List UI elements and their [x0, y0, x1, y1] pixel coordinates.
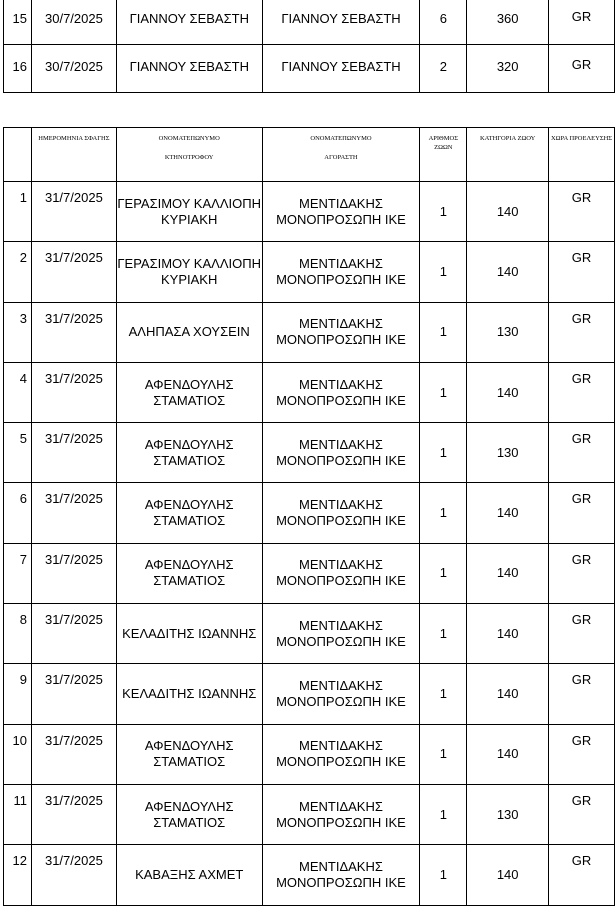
top-table-body: [4, 0, 615, 93]
row-number: 8: [4, 604, 32, 664]
header-no: [4, 128, 32, 182]
country-cell: GR: [549, 604, 615, 664]
breeder-cell: ΚΕΛΑΔΙΤΗΣ ΙΩΑΝΝΗΣ: [116, 604, 262, 664]
buyer-cell: ΓΙΑΝΝΟΥ ΣΕΒΑΣΤΗ: [262, 45, 420, 93]
date-cell: 31/7/2025: [31, 604, 116, 664]
header-row: [4, 128, 615, 182]
buyer-cell: ΜΕΝΤΙΔΑΚΗΣ ΜΟΝΟΠΡΟΣΩΠΗ ΙΚΕ: [262, 362, 420, 422]
count-cell: 1: [420, 483, 467, 543]
category-cell: 130: [467, 302, 549, 362]
count-cell: 1: [420, 784, 467, 844]
buyer-cell: ΜΕΝΤΙΔΑΚΗΣ ΜΟΝΟΠΡΟΣΩΠΗ ΙΚΕ: [262, 182, 420, 242]
date-cell: 30/7/2025: [31, 0, 116, 45]
row-number: 1: [4, 182, 32, 242]
row-number: 6: [4, 483, 32, 543]
row-number: 9: [4, 664, 32, 724]
breeder-cell: ΑΦΕΝΔΟΥΛΗΣ ΣΤΑΜΑΤΙΟΣ: [116, 362, 262, 422]
table-row: [4, 543, 615, 603]
country-cell: GR: [549, 362, 615, 422]
country-cell: GR: [549, 423, 615, 483]
count-cell: 1: [420, 664, 467, 724]
header-category: ΚΑΤΗΓΟΡΙΑ ΖΩΟΥ: [467, 128, 549, 182]
table-row: [4, 242, 615, 302]
table-row: [4, 182, 615, 242]
row-number: 16: [4, 45, 32, 93]
category-cell: 140: [467, 182, 549, 242]
buyer-cell: ΜΕΝΤΙΔΑΚΗΣ ΜΟΝΟΠΡΟΣΩΠΗ ΙΚΕ: [262, 242, 420, 302]
breeder-cell: ΑΛΗΠΑΣΑ ΧΟΥΣΕΙΝ: [116, 302, 262, 362]
breeder-cell: ΓΕΡΑΣΙΜΟΥ ΚΑΛΛΙΟΠΗ ΚΥΡΙΑΚΗ: [116, 242, 262, 302]
header-country: ΧΩΡΑ ΠΡΟΕΛΕΥΣΗΣ: [549, 128, 615, 182]
main-table: [3, 127, 615, 906]
row-number: 4: [4, 362, 32, 422]
country-cell: GR: [549, 242, 615, 302]
count-cell: 1: [420, 543, 467, 603]
country-cell: GR: [549, 845, 615, 905]
table-row: [4, 0, 615, 45]
category-cell: 140: [467, 362, 549, 422]
country-cell: GR: [549, 182, 615, 242]
date-cell: 31/7/2025: [31, 664, 116, 724]
category-cell: 320: [467, 45, 549, 93]
table-row: [4, 423, 615, 483]
country-cell: GR: [549, 724, 615, 784]
count-cell: 1: [420, 362, 467, 422]
date-cell: 31/7/2025: [31, 845, 116, 905]
date-cell: 31/7/2025: [31, 423, 116, 483]
breeder-cell: ΚΕΛΑΔΙΤΗΣ ΙΩΑΝΝΗΣ: [116, 664, 262, 724]
breeder-cell: ΑΦΕΝΔΟΥΛΗΣ ΣΤΑΜΑΤΙΟΣ: [116, 423, 262, 483]
buyer-cell: ΜΕΝΤΙΔΑΚΗΣ ΜΟΝΟΠΡΟΣΩΠΗ ΙΚΕ: [262, 784, 420, 844]
count-cell: 1: [420, 302, 467, 362]
category-cell: 140: [467, 724, 549, 784]
row-number: 7: [4, 543, 32, 603]
breeder-cell: ΚΑΒΑΞΗΣ ΑΧΜΕΤ: [116, 845, 262, 905]
buyer-cell: ΜΕΝΤΙΔΑΚΗΣ ΜΟΝΟΠΡΟΣΩΠΗ ΙΚΕ: [262, 483, 420, 543]
country-cell: GR: [549, 302, 615, 362]
country-cell: GR: [549, 543, 615, 603]
country-cell: GR: [549, 483, 615, 543]
table-row: [4, 784, 615, 844]
main-table-body: [4, 128, 615, 906]
breeder-cell: ΑΦΕΝΔΟΥΛΗΣ ΣΤΑΜΑΤΙΟΣ: [116, 483, 262, 543]
category-cell: 140: [467, 604, 549, 664]
count-cell: 1: [420, 242, 467, 302]
buyer-cell: ΜΕΝΤΙΔΑΚΗΣ ΜΟΝΟΠΡΟΣΩΠΗ ΙΚΕ: [262, 604, 420, 664]
count-cell: 6: [420, 0, 467, 45]
header-breeder: ΟΝΟΜΑΤΕΠΩΝΥΜΟ ΚΤΗΝΟΤΡΟΦΟΥ: [116, 128, 262, 182]
country-cell: GR: [549, 664, 615, 724]
row-number: 12: [4, 845, 32, 905]
breeder-cell: ΓΕΡΑΣΙΜΟΥ ΚΑΛΛΙΟΠΗ ΚΥΡΙΑΚΗ: [116, 182, 262, 242]
table-row: [4, 483, 615, 543]
breeder-cell: ΓΙΑΝΝΟΥ ΣΕΒΑΣΤΗ: [116, 45, 262, 93]
table-row: [4, 604, 615, 664]
country-cell: GR: [549, 784, 615, 844]
table-row: [4, 845, 615, 905]
top-table: [3, 0, 615, 93]
breeder-cell: ΑΦΕΝΔΟΥΛΗΣ ΣΤΑΜΑΤΙΟΣ: [116, 784, 262, 844]
date-cell: 31/7/2025: [31, 182, 116, 242]
category-cell: 140: [467, 543, 549, 603]
buyer-cell: ΜΕΝΤΙΔΑΚΗΣ ΜΟΝΟΠΡΟΣΩΠΗ ΙΚΕ: [262, 664, 420, 724]
date-cell: 31/7/2025: [31, 543, 116, 603]
date-cell: 31/7/2025: [31, 483, 116, 543]
buyer-cell: ΜΕΝΤΙΔΑΚΗΣ ΜΟΝΟΠΡΟΣΩΠΗ ΙΚΕ: [262, 423, 420, 483]
category-cell: 140: [467, 664, 549, 724]
date-cell: 31/7/2025: [31, 242, 116, 302]
buyer-cell: ΜΕΝΤΙΔΑΚΗΣ ΜΟΝΟΠΡΟΣΩΠΗ ΙΚΕ: [262, 302, 420, 362]
row-number: 2: [4, 242, 32, 302]
category-cell: 140: [467, 483, 549, 543]
table-row: [4, 302, 615, 362]
table-row: [4, 664, 615, 724]
table-row: [4, 724, 615, 784]
category-cell: 360: [467, 0, 549, 45]
header-buyer: ΟΝΟΜΑΤΕΠΩΝΥΜΟ ΑΓΟΡΑΣΤΗ: [262, 128, 420, 182]
row-number: 11: [4, 784, 32, 844]
table-row: [4, 45, 615, 93]
date-cell: 31/7/2025: [31, 362, 116, 422]
row-number: 10: [4, 724, 32, 784]
category-cell: 140: [467, 242, 549, 302]
date-cell: 31/7/2025: [31, 784, 116, 844]
category-cell: 130: [467, 423, 549, 483]
breeder-cell: ΑΦΕΝΔΟΥΛΗΣ ΣΤΑΜΑΤΙΟΣ: [116, 543, 262, 603]
category-cell: 130: [467, 784, 549, 844]
buyer-cell: ΓΙΑΝΝΟΥ ΣΕΒΑΣΤΗ: [262, 0, 420, 45]
buyer-cell: ΜΕΝΤΙΔΑΚΗΣ ΜΟΝΟΠΡΟΣΩΠΗ ΙΚΕ: [262, 724, 420, 784]
date-cell: 31/7/2025: [31, 724, 116, 784]
buyer-cell: ΜΕΝΤΙΔΑΚΗΣ ΜΟΝΟΠΡΟΣΩΠΗ ΙΚΕ: [262, 845, 420, 905]
table-row: [4, 362, 615, 422]
date-cell: 31/7/2025: [31, 302, 116, 362]
header-count: ΑΡΙΘΜΟΣ ΖΩΩΝ: [420, 128, 467, 182]
buyer-cell: ΜΕΝΤΙΔΑΚΗΣ ΜΟΝΟΠΡΟΣΩΠΗ ΙΚΕ: [262, 543, 420, 603]
breeder-cell: ΑΦΕΝΔΟΥΛΗΣ ΣΤΑΜΑΤΙΟΣ: [116, 724, 262, 784]
header-date: ΗΜΕΡΟΜΗΝΙΑ ΣΦΑΓΗΣ: [31, 128, 116, 182]
count-cell: 1: [420, 845, 467, 905]
date-cell: 30/7/2025: [31, 45, 116, 93]
row-number: 3: [4, 302, 32, 362]
count-cell: 1: [420, 182, 467, 242]
count-cell: 1: [420, 724, 467, 784]
category-cell: 140: [467, 845, 549, 905]
country-cell: GR: [549, 0, 615, 45]
row-number: 15: [4, 0, 32, 45]
count-cell: 2: [420, 45, 467, 93]
breeder-cell: ΓΙΑΝΝΟΥ ΣΕΒΑΣΤΗ: [116, 0, 262, 45]
row-number: 5: [4, 423, 32, 483]
count-cell: 1: [420, 423, 467, 483]
country-cell: GR: [549, 45, 615, 93]
count-cell: 1: [420, 604, 467, 664]
